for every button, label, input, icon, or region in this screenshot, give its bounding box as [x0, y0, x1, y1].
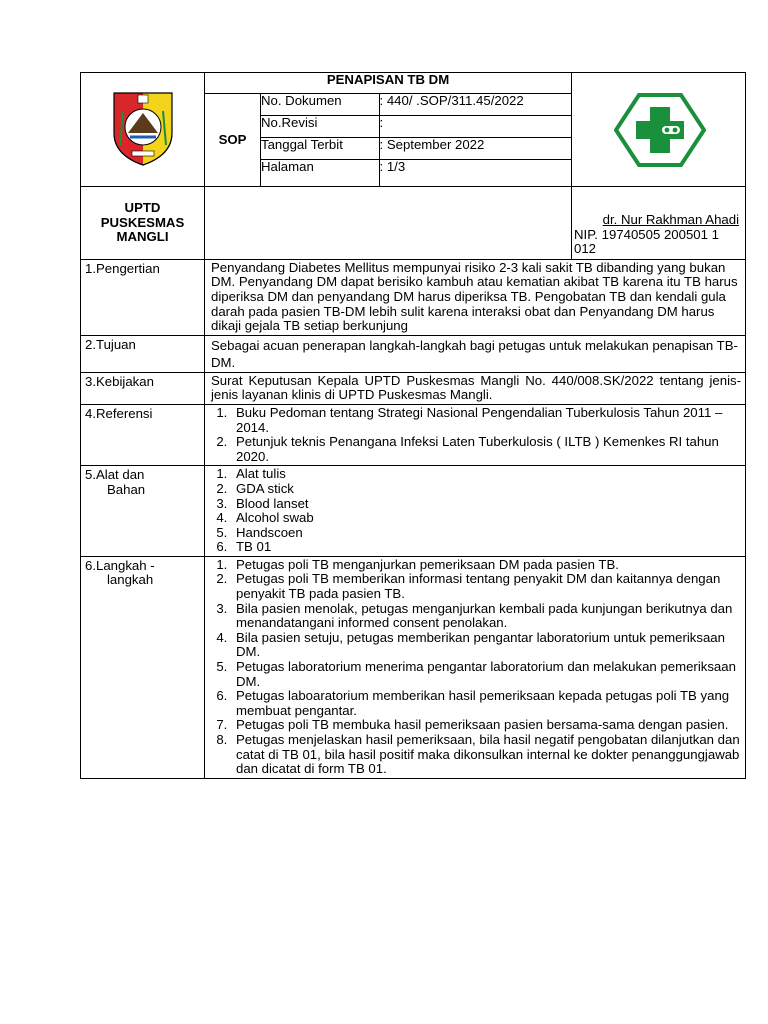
langkah-label [81, 556, 205, 778]
regency-crest-cell [81, 73, 205, 187]
signer-block [572, 187, 746, 260]
list-item: 6. TB 01 [231, 540, 741, 555]
no-dokumen-label: No. Dokumen [261, 94, 379, 116]
referensi-list [211, 406, 741, 464]
signature-space [205, 187, 572, 260]
alat-bahan-label-line-1: 5.Alat dan [85, 467, 145, 483]
list-item: 3. Blood lanset [231, 497, 741, 512]
no-revisi-label: No.Revisi [261, 116, 379, 138]
list-item: 5. Petugas laboratorium menerima pengantar laboratorium dan melakukan pemeriksaan DM. [231, 660, 741, 689]
unit-line-2: PUSKESMAS [100, 214, 185, 230]
pengertian-text: Penyandang Diabetes Mellitus mempunyai risiko 2-3 kali sakit TB dibanding yang bukan DM. Penyandang DM dapat berisiko kambuh atau kematian akibat TB karena itu TB harus diperiksa DM dan penyandang DM harus diperiksa TB. Pengobatan TB dan kendali gula darah pada pasien TB-DM lebih sulit karena interaksi obat dan Penyandang DM harus dikaji gejala TB setiap berkunjung [205, 259, 746, 335]
list-item: 2. Petugas poli TB memberikan informasi tentang penyakit DM dan kaitannya dengan penyakit TB pada pasien TB. [231, 572, 741, 601]
alat-bahan-list [211, 467, 741, 555]
alat-bahan-list-cell [205, 466, 746, 557]
list-item: 7. Petugas poli TB membuka hasil pemeriksaan pasien bersama-sama dengan pasien. [231, 718, 741, 733]
halaman-label: Halaman [261, 160, 379, 187]
langkah-list-cell [205, 556, 746, 778]
list-item: 5. Handscoen [231, 526, 741, 541]
list-item: 2. GDA stick [231, 482, 741, 497]
list-item: 1. Buku Pedoman tentang Strategi Nasional Pengendalian Tuberkulosis Tahun 2011 – 2014. [231, 406, 741, 435]
list-item: 1. Alat tulis [231, 467, 741, 482]
referensi-label: 4.Referensi [81, 404, 205, 465]
sop-table [80, 72, 746, 779]
alat-bahan-label-line-2: Bahan [107, 481, 146, 497]
puskesmas-logo-icon [614, 93, 706, 167]
referensi-list-cell [205, 404, 746, 465]
list-item: 2. Petunjuk teknis Penangana Infeksi Laten Tuberkulosis ( ILTB ) Kemenkes RI tahun 2020. [231, 435, 741, 464]
tujuan-label: 2.Tujuan [81, 335, 205, 372]
list-item: 4. Alcohol swab [231, 511, 741, 526]
unit-name [81, 187, 205, 260]
langkah-list [211, 558, 741, 777]
no-revisi-value: : [379, 116, 571, 138]
kebijakan-label: 3.Kebijakan [81, 372, 205, 404]
list-item: 1. Petugas poli TB menganjurkan pemeriksaan DM pada pasien TB. [231, 558, 741, 573]
list-item: 4. Bila pasien setuju, petugas memberikan pengantar laboratorium untuk pemeriksaan DM. [231, 631, 741, 660]
signer-nip: NIP. 19740505 200501 1 012 [574, 226, 719, 257]
unit-line-1: UPTD [124, 200, 161, 215]
tujuan-text: Sebagai acuan penerapan langkah-langkah bagi petugas untuk melakukan penapisan TB-DM. [205, 335, 746, 372]
sop-document [80, 72, 745, 779]
no-dokumen-value: : 440/ .SOP/311.45/2022 [379, 94, 571, 116]
halaman-value: : 1/3 [379, 160, 571, 187]
list-item: 6. Petugas laboaratorium memberikan hasil pemeriksaan kepada petugas poli TB yang membuat pengantar. [231, 689, 741, 718]
puskesmas-logo-cell [572, 73, 746, 187]
tanggal-terbit-value: : September 2022 [379, 138, 571, 160]
tanggal-terbit-label: Tanggal Terbit [261, 138, 379, 160]
unit-line-3: MANGLI [116, 229, 169, 245]
document-info-cell [261, 94, 572, 187]
list-item: 3. Bila pasien menolak, petugas menganjurkan kembali pada kunjungan berikutnya dan menandatangani informed consent penolakan. [231, 602, 741, 631]
kebijakan-text: Surat Keputusan Kepala UPTD Puskesmas Mangli No. 440/008.SK/2022 tentang jenis-jenis layanan klinis di UPTD Puskesmas Mangli. [205, 372, 746, 404]
list-item: 8. Petugas menjelaskan hasil pemeriksaan, bila hasil negatif pengobatan dilanjutkan dan catat di TB 01, bila hasil positif maka dikonsulkan internal ke dokter penanggungjawab dan dicatat di form TB 01. [231, 733, 741, 777]
document-title: PENAPISAN TB DM [205, 73, 572, 94]
alat-bahan-label [81, 466, 205, 557]
sop-label: SOP [205, 94, 261, 187]
pengertian-label: 1.Pengertian [81, 259, 205, 335]
signer-name: dr. Nur Rakhman Ahadi [602, 212, 740, 227]
regency-crest-icon [108, 89, 178, 167]
langkah-label-line-1: 6.Langkah - [85, 557, 155, 573]
document-info-table [261, 94, 571, 186]
langkah-label-line-2: langkah [107, 572, 154, 588]
